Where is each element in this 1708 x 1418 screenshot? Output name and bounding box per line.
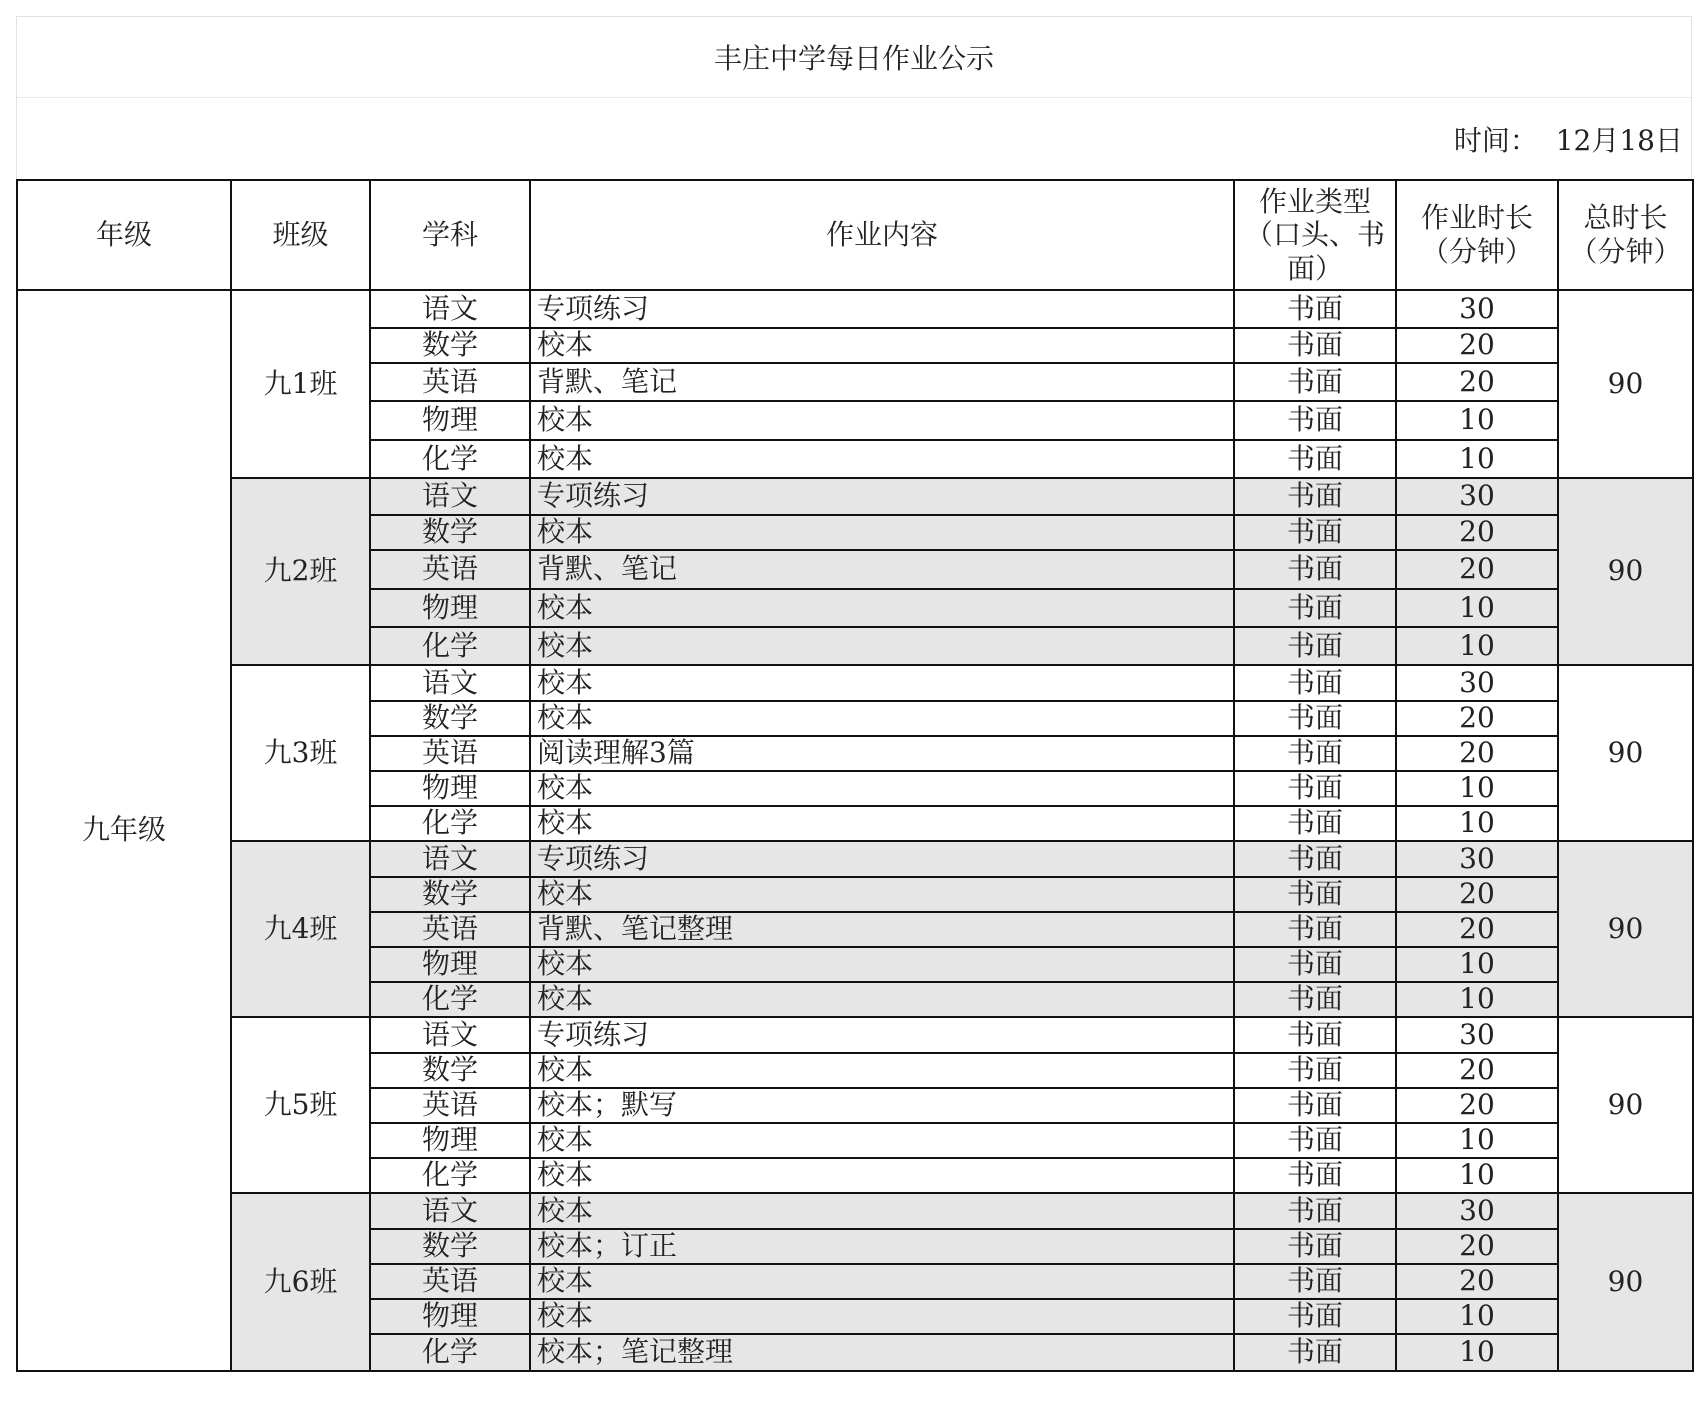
type-cell: 书面 xyxy=(1234,478,1396,515)
header-type xyxy=(1234,180,1396,290)
class-total-cell: 90 xyxy=(1558,1017,1693,1193)
date-row xyxy=(16,97,1692,179)
minutes-cell: 20 xyxy=(1396,912,1558,947)
class-total-cell: 90 xyxy=(1558,665,1693,841)
minutes-cell: 20 xyxy=(1396,701,1558,736)
type-cell: 书面 xyxy=(1234,1334,1396,1371)
subject-cell: 数学 xyxy=(370,701,530,736)
type-cell: 书面 xyxy=(1234,515,1396,550)
type-cell: 书面 xyxy=(1234,1229,1396,1264)
type-cell: 书面 xyxy=(1234,1158,1396,1193)
minutes-cell: 20 xyxy=(1396,363,1558,401)
table-row xyxy=(17,1017,1693,1053)
type-cell: 书面 xyxy=(1234,401,1396,440)
minutes-cell: 10 xyxy=(1396,1299,1558,1334)
minutes-cell: 10 xyxy=(1396,1334,1558,1371)
content-cell: 专项练习 xyxy=(530,478,1234,515)
content-cell: 校本 xyxy=(530,1158,1234,1193)
class-name-cell: 九3班 xyxy=(231,665,370,841)
minutes-cell: 10 xyxy=(1396,401,1558,440)
subject-cell: 英语 xyxy=(370,1264,530,1299)
content-cell: 背默、笔记 xyxy=(530,363,1234,401)
content-cell: 阅读理解3篇 xyxy=(530,736,1234,771)
subject-cell: 语文 xyxy=(370,841,530,877)
content-cell: 校本 xyxy=(530,1299,1234,1334)
minutes-cell: 30 xyxy=(1396,841,1558,877)
subject-cell: 英语 xyxy=(370,912,530,947)
content-cell: 校本 xyxy=(530,1123,1234,1158)
class-name-cell: 九4班 xyxy=(231,841,370,1017)
date-gap xyxy=(1538,122,1556,155)
type-cell: 书面 xyxy=(1234,1053,1396,1088)
type-cell: 书面 xyxy=(1234,1017,1396,1053)
minutes-cell: 20 xyxy=(1396,1229,1558,1264)
header-row xyxy=(17,180,1693,290)
header-content: 作业内容 xyxy=(530,180,1234,290)
type-cell: 书面 xyxy=(1234,1193,1396,1229)
content-cell: 校本 xyxy=(530,401,1234,440)
content-cell: 校本 xyxy=(530,1053,1234,1088)
subject-cell: 化学 xyxy=(370,982,530,1017)
subject-cell: 数学 xyxy=(370,328,530,363)
table-row xyxy=(17,841,1693,877)
grade-cell: 九年级 xyxy=(17,290,231,1371)
subject-cell: 化学 xyxy=(370,1334,530,1371)
type-cell: 书面 xyxy=(1234,290,1396,328)
subject-cell: 语文 xyxy=(370,1193,530,1229)
class-total-cell: 90 xyxy=(1558,290,1693,478)
content-cell: 专项练习 xyxy=(530,290,1234,328)
content-cell: 校本 xyxy=(530,982,1234,1017)
subject-cell: 化学 xyxy=(370,440,530,478)
type-cell: 书面 xyxy=(1234,736,1396,771)
header-duration xyxy=(1396,180,1558,290)
minutes-cell: 10 xyxy=(1396,1158,1558,1193)
content-cell: 背默、笔记整理 xyxy=(530,912,1234,947)
content-cell: 背默、笔记 xyxy=(530,550,1234,589)
subject-cell: 语文 xyxy=(370,1017,530,1053)
type-cell: 书面 xyxy=(1234,982,1396,1017)
class-total-cell: 90 xyxy=(1558,1193,1693,1371)
page-title: 丰庄中学每日作业公示 xyxy=(713,42,994,75)
type-cell: 书面 xyxy=(1234,947,1396,982)
content-cell: 校本 xyxy=(530,771,1234,806)
minutes-cell: 30 xyxy=(1396,1017,1558,1053)
minutes-cell: 30 xyxy=(1396,478,1558,515)
subject-cell: 物理 xyxy=(370,589,530,627)
subject-cell: 化学 xyxy=(370,806,530,841)
subject-cell: 数学 xyxy=(370,1053,530,1088)
subject-cell: 数学 xyxy=(370,877,530,912)
subject-cell: 数学 xyxy=(370,515,530,550)
subject-cell: 语文 xyxy=(370,665,530,701)
minutes-cell: 30 xyxy=(1396,290,1558,328)
content-cell: 校本 xyxy=(530,328,1234,363)
content-cell: 校本 xyxy=(530,589,1234,627)
subject-cell: 语文 xyxy=(370,290,530,328)
subject-cell: 英语 xyxy=(370,363,530,401)
table-row xyxy=(17,665,1693,701)
content-cell: 专项练习 xyxy=(530,1017,1234,1053)
content-cell: 校本 xyxy=(530,1264,1234,1299)
minutes-cell: 30 xyxy=(1396,665,1558,701)
header-duration-label: 作业时长（分钟） xyxy=(1420,201,1533,268)
content-cell: 校本；订正 xyxy=(530,1229,1234,1264)
type-cell: 书面 xyxy=(1234,841,1396,877)
type-cell: 书面 xyxy=(1234,627,1396,665)
class-name-cell: 九1班 xyxy=(231,290,370,478)
table-row xyxy=(17,1193,1693,1229)
header-grade: 年级 xyxy=(17,180,231,290)
content-cell: 校本 xyxy=(530,701,1234,736)
minutes-cell: 30 xyxy=(1396,1193,1558,1229)
subject-cell: 英语 xyxy=(370,1088,530,1123)
minutes-cell: 10 xyxy=(1396,440,1558,478)
minutes-cell: 10 xyxy=(1396,947,1558,982)
type-cell: 书面 xyxy=(1234,1123,1396,1158)
minutes-cell: 10 xyxy=(1396,771,1558,806)
class-total-cell: 90 xyxy=(1558,478,1693,665)
type-cell: 书面 xyxy=(1234,1264,1396,1299)
content-cell: 校本 xyxy=(530,440,1234,478)
minutes-cell: 10 xyxy=(1396,982,1558,1017)
content-cell: 校本 xyxy=(530,627,1234,665)
type-cell: 书面 xyxy=(1234,1088,1396,1123)
date-value: 12月18日 xyxy=(1555,123,1683,157)
subject-cell: 物理 xyxy=(370,771,530,806)
subject-cell: 英语 xyxy=(370,550,530,589)
type-cell: 书面 xyxy=(1234,363,1396,401)
content-cell: 校本 xyxy=(530,515,1234,550)
subject-cell: 物理 xyxy=(370,401,530,440)
class-name-cell: 九5班 xyxy=(231,1017,370,1193)
header-class: 班级 xyxy=(231,180,370,290)
content-cell: 校本；笔记整理 xyxy=(530,1334,1234,1371)
homework-sheet xyxy=(16,16,1692,1372)
date-label: 时间： xyxy=(1453,123,1538,157)
content-cell: 专项练习 xyxy=(530,841,1234,877)
minutes-cell: 10 xyxy=(1396,1123,1558,1158)
table-row xyxy=(17,478,1693,515)
subject-cell: 物理 xyxy=(370,1123,530,1158)
subject-cell: 语文 xyxy=(370,478,530,515)
type-cell: 书面 xyxy=(1234,806,1396,841)
type-cell: 书面 xyxy=(1234,665,1396,701)
type-cell: 书面 xyxy=(1234,550,1396,589)
header-total-label: 总时长（分钟） xyxy=(1569,201,1682,268)
type-cell: 书面 xyxy=(1234,771,1396,806)
class-name-cell: 九6班 xyxy=(231,1193,370,1371)
subject-cell: 物理 xyxy=(370,1299,530,1334)
type-cell: 书面 xyxy=(1234,328,1396,363)
table-row xyxy=(17,290,1693,328)
subject-cell: 化学 xyxy=(370,627,530,665)
minutes-cell: 10 xyxy=(1396,627,1558,665)
minutes-cell: 20 xyxy=(1396,1088,1558,1123)
subject-cell: 物理 xyxy=(370,947,530,982)
minutes-cell: 20 xyxy=(1396,1053,1558,1088)
type-cell: 书面 xyxy=(1234,1299,1396,1334)
content-cell: 校本 xyxy=(530,877,1234,912)
minutes-cell: 10 xyxy=(1396,589,1558,627)
homework-table xyxy=(16,179,1694,1372)
content-cell: 校本 xyxy=(530,806,1234,841)
content-cell: 校本 xyxy=(530,947,1234,982)
sheet-title-row xyxy=(16,16,1692,97)
type-cell: 书面 xyxy=(1234,440,1396,478)
content-cell: 校本 xyxy=(530,1193,1234,1229)
header-total xyxy=(1558,180,1693,290)
type-cell: 书面 xyxy=(1234,589,1396,627)
content-cell: 校本 xyxy=(530,665,1234,701)
type-cell: 书面 xyxy=(1234,877,1396,912)
subject-cell: 化学 xyxy=(370,1158,530,1193)
class-name-cell: 九2班 xyxy=(231,478,370,665)
minutes-cell: 20 xyxy=(1396,877,1558,912)
type-cell: 书面 xyxy=(1234,701,1396,736)
content-cell: 校本；默写 xyxy=(530,1088,1234,1123)
class-total-cell: 90 xyxy=(1558,841,1693,1017)
minutes-cell: 10 xyxy=(1396,806,1558,841)
subject-cell: 英语 xyxy=(370,736,530,771)
header-subject: 学科 xyxy=(370,180,530,290)
minutes-cell: 20 xyxy=(1396,515,1558,550)
minutes-cell: 20 xyxy=(1396,550,1558,589)
minutes-cell: 20 xyxy=(1396,736,1558,771)
table-body xyxy=(17,290,1693,1371)
minutes-cell: 20 xyxy=(1396,328,1558,363)
header-type-label: 作业类型（口头、书面） xyxy=(1244,184,1385,285)
minutes-cell: 20 xyxy=(1396,1264,1558,1299)
type-cell: 书面 xyxy=(1234,912,1396,947)
subject-cell: 数学 xyxy=(370,1229,530,1264)
